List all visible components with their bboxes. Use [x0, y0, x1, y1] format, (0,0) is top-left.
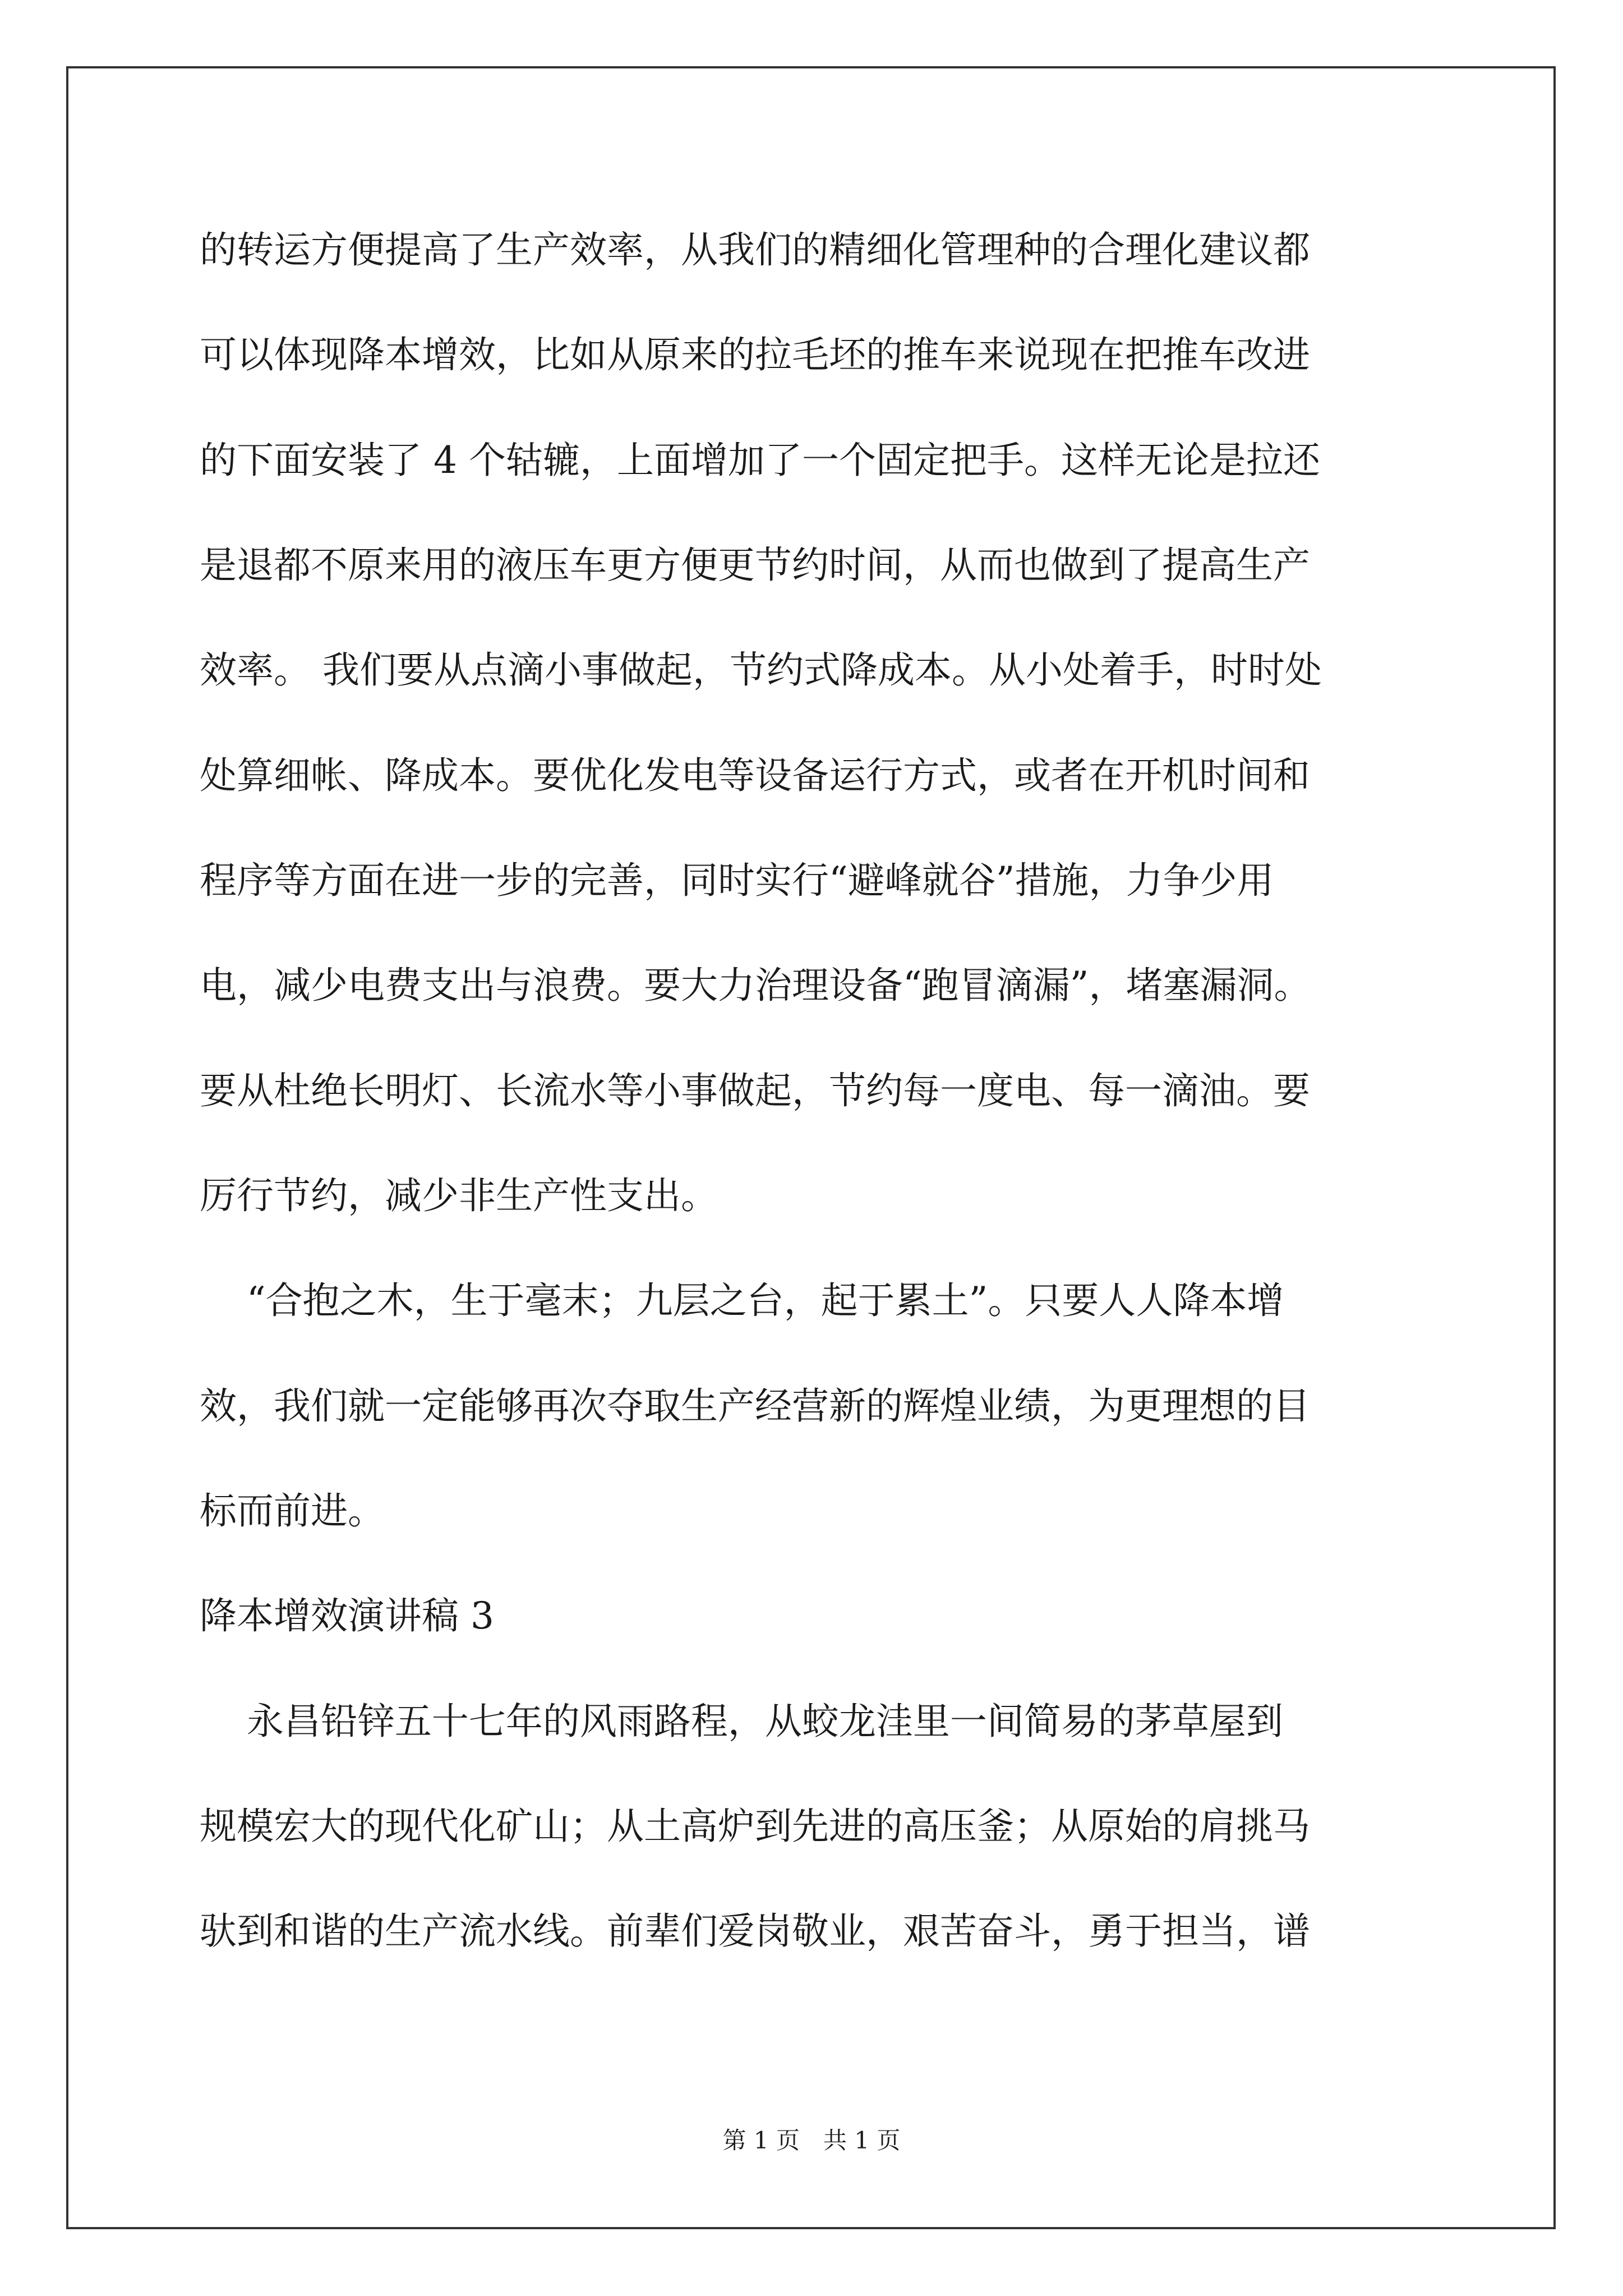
text-line: 程序等方面在进一步的完善，同时实行“避峰就谷”措施，力争少用	[200, 859, 1274, 902]
text-line: 处算细帐、降成本。要优化发电等设备运行方式，或者在开机时间和	[200, 754, 1310, 797]
text-line: 规模宏大的现代化矿山；从土高炉到先进的高压釜；从原始的肩挑马	[200, 1805, 1310, 1848]
text-line: 效，我们就一定能够再次夺取生产经营新的辉煌业绩，为更理想的目	[200, 1384, 1310, 1428]
text-line: 效率。 我们要从点滴小事做起，节约式降成本。从小处着手，时时处	[200, 648, 1322, 692]
text-line: “合抱之木，生于毫末；九层之台，起于累土”。只要人人降本增	[200, 1279, 1284, 1322]
text-line: 标而前进。	[200, 1489, 385, 1533]
text-line: 厉行节约，减少非生产性支出。	[200, 1174, 718, 1217]
text-line: 的转运方便提高了生产效率，从我们的精细化管理种的合理化建议都	[200, 228, 1310, 272]
text-line: 可以体现降本增效，比如从原来的拉毛坯的推车来说现在把推车改进	[200, 333, 1310, 376]
page-footer: 第 1 页 共 1 页	[722, 2127, 901, 2154]
text-line: 驮到和谐的生产流水线。前辈们爱岗敬业，艰苦奋斗，勇于担当，谱	[200, 1910, 1310, 1953]
text-line: 永昌铅锌五十七年的风雨路程，从蛟龙洼里一间简易的茅草屋到	[200, 1700, 1283, 1743]
text-line: 是退都不原来用的液压车更方便更节约时间，从而也做到了提高生产	[200, 544, 1310, 587]
text-line: 电，减少电费支出与浪费。要大力治理设备“跑冒滴漏”，堵塞漏洞。	[200, 964, 1311, 1007]
text-line: 的下面安装了 4 个轱辘，上面增加了一个固定把手。这样无论是拉还	[200, 439, 1320, 482]
section-heading: 降本增效演讲稿 3	[200, 1594, 494, 1637]
text-line: 要从杜绝长明灯、长流水等小事做起，节约每一度电、每一滴油。要	[200, 1069, 1310, 1112]
page-border	[66, 66, 1556, 2229]
